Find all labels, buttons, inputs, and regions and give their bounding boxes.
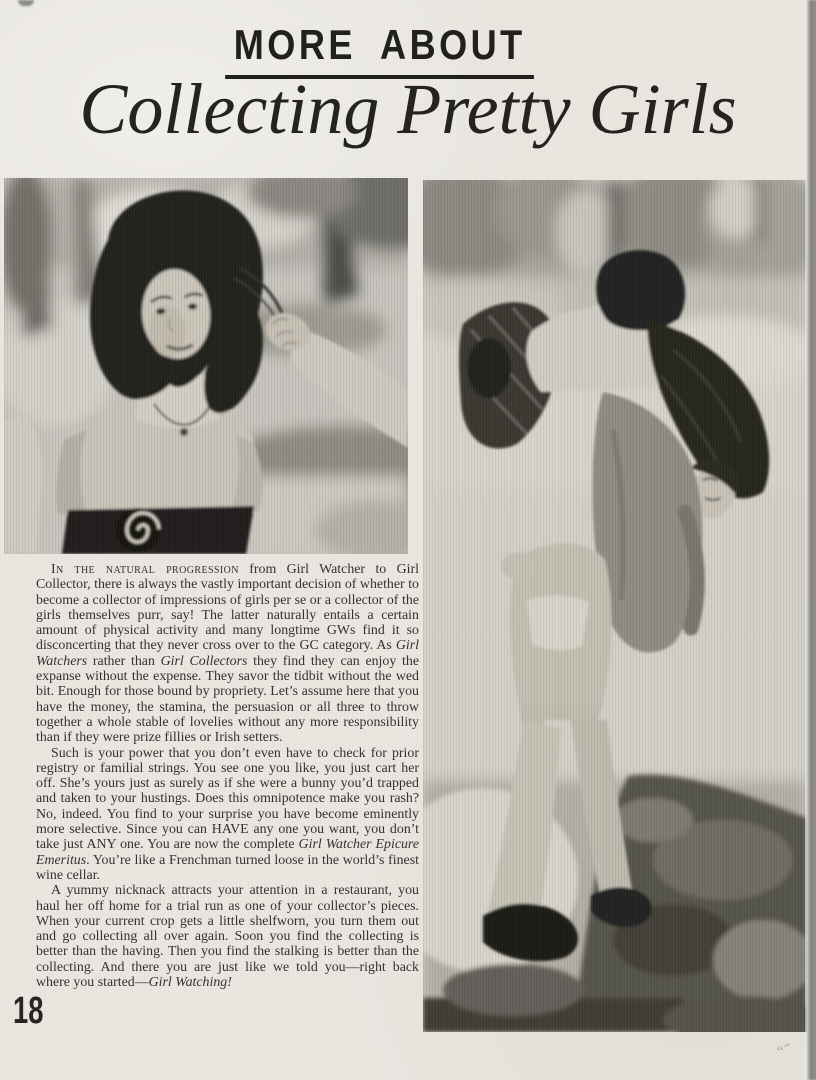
man-hand <box>501 552 537 580</box>
text-segment: they find they can enjoy the expanse without the expense. They savor the tidbit without the wed bit. Enough for those bound by propriety. Let’s assume here that you have the money, the stamina, the persuasion or all three to throw together a whole stable of lovelies without any more responsibility than if they were prize fillies or Irish setters. <box>36 653 419 746</box>
text-segment: Girl Collectors <box>160 653 248 669</box>
photo-carry-over-shoulder <box>423 180 807 1032</box>
man-head <box>596 250 685 330</box>
text-segment: Such is your power that you don’t even have to check for prior registry or familial strings. You see one you like, you just cart her off. She’s yours just as surely as if she were a bunny you’d trapped and taken to your hustings. Does this omnipotence make you rash? No, indeed. You find to your surprise you have become eminently more selective. Since you can HAVE any one you want, you don’t take just ANY one. You are now the complete <box>36 745 419 853</box>
article-body <box>36 562 419 990</box>
left-arm <box>4 417 42 554</box>
section-kicker: MORE ABOUT <box>225 24 534 79</box>
title-row <box>0 68 816 151</box>
body-paragraph <box>36 883 419 990</box>
text-segment: Girl Watcher Epicure Emeritus <box>36 837 419 868</box>
text-segment: Girl Watchers <box>36 638 419 669</box>
scan-blemish-bottom: “˝ <box>774 1041 792 1062</box>
scan-blemish-top <box>18 0 34 6</box>
photo-carry-illustration <box>423 180 807 1032</box>
text-segment: . You’re like a Frenchman turned loose in the world’s finest wine cellar. <box>36 852 419 883</box>
text-segment: In the natural progression <box>51 562 239 577</box>
trouser-pocket <box>527 595 589 650</box>
text-segment: from Girl Watcher to Girl Collector, there is always the vastly important decision of whether to become a collector of impressions of girls per se or a collector of the girls themselves purr, say! The latter naturally entails a certain amount of physical activity and many longtime GWs find it so disconcerting that they never cross over to the GC category. As <box>36 562 420 654</box>
article-title: Collecting Pretty Girls <box>79 69 737 149</box>
body-paragraph <box>36 562 419 746</box>
page-edge-shadow <box>805 0 816 1080</box>
page-number: 18 <box>13 990 44 1032</box>
text-segment: A yummy nicknack attracts your attention in a restaurant, you haul her off home for a trial run as one of your collector’s pieces. When your current crop gets a little shelfworn, you turn them out and go collecting all over again. Soon you find the collecting is better than the having. Then you find the stalking is better than the collecting. And there you are just like we told you—right back where you started— <box>36 883 419 991</box>
photo-hair-pull-illustration <box>4 178 408 554</box>
body-paragraph <box>36 746 419 884</box>
text-segment: rather than <box>87 653 161 669</box>
photo-hair-pull <box>4 178 408 554</box>
text-segment: Girl Watching! <box>148 975 232 991</box>
